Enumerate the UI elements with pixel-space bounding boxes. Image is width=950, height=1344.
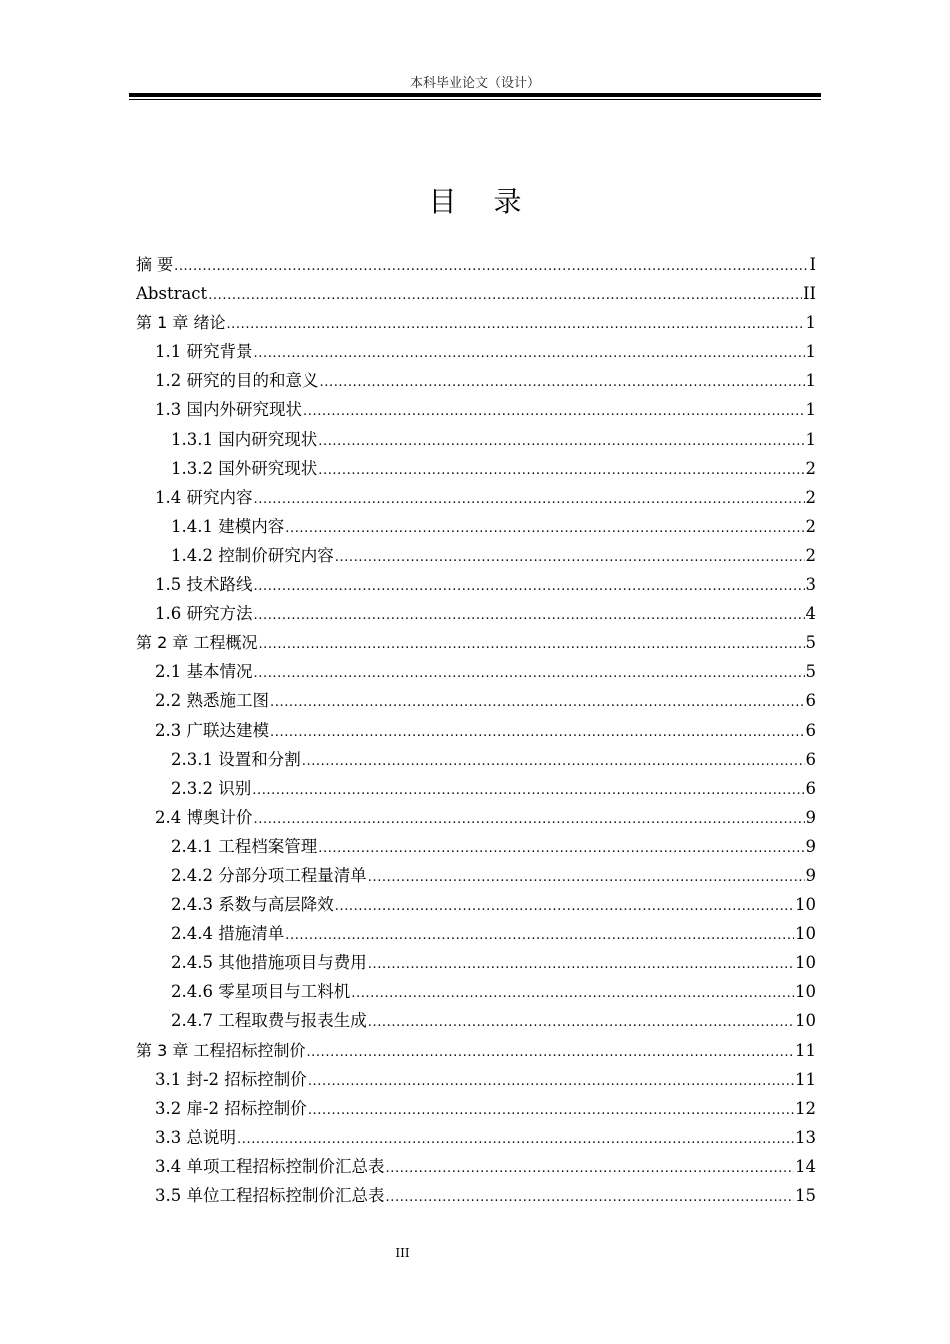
toc-entry-label: 第 2 章 工程概况 — [136, 633, 258, 653]
toc-dot-leader — [386, 1183, 795, 1212]
toc-entry-label: 2.4.5 其他措施项目与费用 — [171, 953, 367, 973]
toc-dot-leader — [335, 892, 794, 921]
toc-entry-label: 1.3.1 国内研究现状 — [171, 429, 318, 449]
toc-entry-page: 2 — [805, 545, 816, 565]
toc-dot-leader — [252, 776, 804, 805]
toc-entry[interactable] — [136, 861, 816, 890]
toc-entry-label: 1.5 技术路线 — [155, 575, 253, 595]
toc-entry[interactable] — [136, 686, 816, 715]
toc-dot-leader — [254, 485, 805, 514]
toc-entry-label: 2.4.7 工程取费与报表生成 — [171, 1011, 367, 1031]
toc-list — [136, 250, 816, 1210]
toc-entry[interactable] — [136, 948, 816, 977]
toc-entry[interactable] — [136, 890, 816, 919]
toc-entry-label: 3.2 扉-2 招标控制价 — [155, 1098, 307, 1118]
toc-entry-label: Abstract — [136, 284, 208, 304]
toc-entry-page: 5 — [805, 633, 816, 653]
toc-entry[interactable] — [136, 716, 816, 745]
toc-dot-leader — [335, 543, 805, 572]
toc-entry-label: 2.3.1 设置和分割 — [171, 749, 301, 769]
toc-dot-leader — [237, 1125, 794, 1154]
toc-title: 目 录 — [428, 185, 536, 218]
toc-entry[interactable] — [136, 541, 816, 570]
toc-entry-label: 2.4 博奥计价 — [155, 807, 253, 827]
toc-entry-page: 10 — [795, 982, 816, 1002]
toc-entry-page: 4 — [805, 604, 816, 624]
toc-entry[interactable] — [136, 832, 816, 861]
toc-dot-leader — [254, 659, 805, 688]
toc-dot-leader — [226, 310, 804, 339]
toc-entry-page: 10 — [795, 895, 816, 915]
toc-entry-page: 1 — [805, 429, 816, 449]
toc-entry-label: 2.2 熟悉施工图 — [155, 691, 269, 711]
toc-dot-leader — [254, 572, 805, 601]
toc-dot-leader — [320, 368, 805, 397]
toc-entry[interactable] — [136, 1065, 816, 1094]
toc-entry-page: II — [802, 284, 816, 304]
toc-entry[interactable] — [136, 425, 816, 454]
toc-entry[interactable] — [136, 1152, 816, 1181]
toc-entry[interactable] — [136, 454, 816, 483]
toc-entry-page: 14 — [795, 1156, 816, 1176]
toc-dot-leader — [318, 834, 804, 863]
toc-entry-label: 1.4.2 控制价研究内容 — [171, 545, 334, 565]
toc-dot-leader — [285, 514, 804, 543]
running-header: 本科毕业论文（设计） — [409, 76, 540, 91]
toc-dot-leader — [318, 456, 804, 485]
toc-dot-leader — [368, 863, 805, 892]
toc-dot-leader — [254, 805, 805, 834]
toc-entry-label: 2.4.3 系数与高层降效 — [171, 895, 334, 915]
toc-dot-leader — [208, 281, 802, 310]
toc-entry-label: 2.4.2 分部分项工程量清单 — [171, 865, 367, 885]
toc-entry-label: 2.3 广联达建模 — [155, 720, 269, 740]
toc-entry-page: 2 — [805, 516, 816, 536]
toc-entry-page: 6 — [805, 691, 816, 711]
toc-entry-page: 6 — [805, 720, 816, 740]
toc-entry[interactable] — [136, 599, 816, 628]
toc-entry[interactable] — [136, 657, 816, 686]
toc-dot-leader — [258, 630, 804, 659]
toc-entry-page: 9 — [805, 865, 816, 885]
toc-entry-label: 1.2 研究的目的和意义 — [155, 371, 319, 391]
toc-entry[interactable] — [136, 774, 816, 803]
toc-entry-label: 1.4 研究内容 — [155, 487, 253, 507]
toc-entry-page: 9 — [805, 836, 816, 856]
toc-entry[interactable] — [136, 919, 816, 948]
toc-entry-page: 6 — [805, 778, 816, 798]
toc-dot-leader — [270, 688, 805, 717]
toc-entry[interactable] — [136, 512, 816, 541]
toc-entry[interactable] — [136, 1181, 816, 1210]
toc-dot-leader — [318, 427, 804, 456]
header-rule-thin — [129, 99, 821, 100]
toc-entry-page: 11 — [795, 1040, 816, 1060]
toc-entry-label: 1.4.1 建模内容 — [171, 516, 285, 536]
toc-entry-page: 13 — [795, 1127, 816, 1147]
toc-entry-page: 6 — [805, 749, 816, 769]
toc-entry-label: 1.6 研究方法 — [155, 604, 253, 624]
toc-entry-label: 2.1 基本情况 — [155, 662, 253, 682]
toc-entry-label: 第 3 章 工程招标控制价 — [136, 1040, 306, 1060]
toc-entry-label: 2.4.4 措施清单 — [171, 924, 285, 944]
toc-entry-page: 15 — [795, 1186, 816, 1205]
toc-dot-leader — [386, 1154, 795, 1183]
toc-entry-label: 3.3 总说明 — [155, 1127, 236, 1147]
toc-entry-label: 2.4.6 零星项目与工料机 — [171, 982, 351, 1002]
toc-entry-page: 12 — [795, 1098, 816, 1118]
toc-entry-page: 10 — [795, 924, 816, 944]
toc-dot-leader — [285, 921, 794, 950]
toc-entry-page: 2 — [805, 487, 816, 507]
toc-entry-label: 2.3.2 识别 — [171, 778, 252, 798]
toc-entry-label: 3.1 封-2 招标控制价 — [155, 1069, 307, 1089]
toc-dot-leader — [302, 747, 805, 776]
toc-entry-page: 3 — [805, 575, 816, 595]
toc-entry[interactable] — [136, 803, 816, 832]
toc-entry[interactable] — [136, 337, 816, 366]
toc-entry-label: 1.3.2 国外研究现状 — [171, 458, 318, 478]
toc-entry-label: 2.4.1 工程档案管理 — [171, 836, 318, 856]
toc-entry-page: 9 — [805, 807, 816, 827]
toc-entry[interactable] — [136, 250, 816, 279]
toc-dot-leader — [368, 950, 794, 979]
toc-entry-label: 1.3 国内外研究现状 — [155, 400, 302, 420]
toc-dot-leader — [303, 397, 805, 426]
toc-entry[interactable] — [136, 1006, 816, 1035]
toc-dot-leader — [351, 979, 794, 1008]
toc-entry[interactable] — [136, 745, 816, 774]
toc-entry[interactable] — [136, 977, 816, 1006]
toc-entry-label: 第 1 章 绪论 — [136, 313, 226, 333]
toc-entry-page: 10 — [795, 1011, 816, 1031]
toc-entry-label: 3.4 单项工程招标控制价汇总表 — [155, 1156, 385, 1176]
toc-entry-page: I — [809, 255, 816, 274]
toc-entry[interactable] — [136, 308, 816, 337]
toc-entry[interactable] — [136, 1123, 816, 1152]
footer-page-number: III — [395, 1246, 410, 1260]
toc-entry-page: 1 — [805, 313, 816, 333]
toc-entry[interactable] — [136, 483, 816, 512]
toc-entry-page: 1 — [805, 371, 816, 391]
toc-entry-page: 1 — [805, 342, 816, 362]
toc-entry[interactable] — [136, 1094, 816, 1123]
toc-dot-leader — [368, 1008, 794, 1037]
header-rule-thick — [129, 93, 821, 97]
toc-entry-page: 11 — [795, 1069, 816, 1089]
toc-entry-label: 1.1 研究背景 — [155, 342, 253, 362]
toc-entry-label: 摘 要 — [136, 255, 174, 274]
toc-dot-leader — [270, 718, 805, 747]
toc-entry-label: 3.5 单位工程招标控制价汇总表 — [155, 1186, 385, 1205]
toc-entry[interactable] — [136, 395, 816, 424]
toc-dot-leader — [254, 339, 805, 368]
toc-dot-leader — [306, 1038, 794, 1067]
toc-entry[interactable] — [136, 1036, 816, 1065]
toc-dot-leader — [308, 1067, 794, 1096]
toc-entry-page: 5 — [805, 662, 816, 682]
toc-entry[interactable] — [136, 279, 816, 308]
toc-dot-leader — [254, 601, 805, 630]
toc-entry-page: 2 — [805, 458, 816, 478]
toc-entry[interactable] — [136, 628, 816, 657]
toc-dot-leader — [174, 252, 808, 281]
toc-entry[interactable] — [136, 570, 816, 599]
toc-dot-leader — [308, 1096, 794, 1125]
toc-entry-page: 1 — [805, 400, 816, 420]
toc-entry[interactable] — [136, 366, 816, 395]
toc-entry-page: 10 — [795, 953, 816, 973]
